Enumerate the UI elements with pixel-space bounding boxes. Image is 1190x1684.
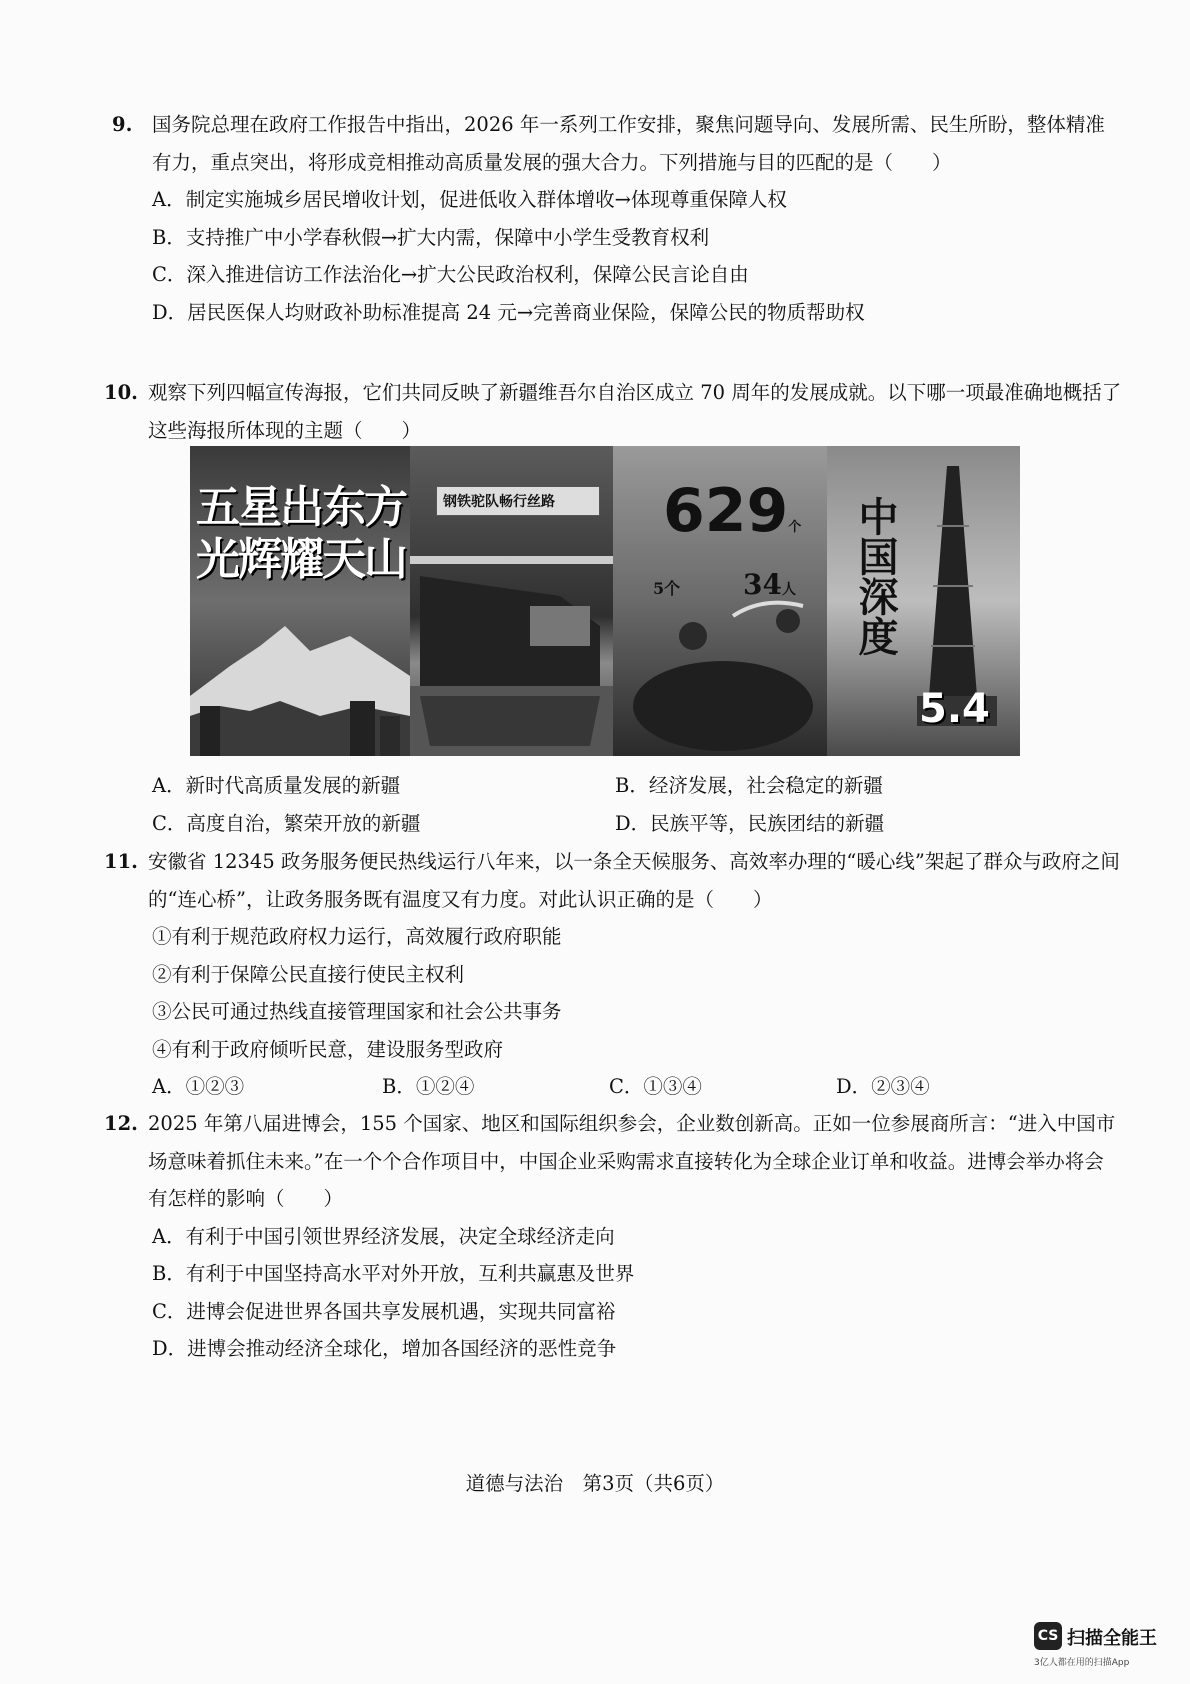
question-11 <box>104 843 1122 1106</box>
poster-five-stars <box>190 446 410 756</box>
option-a: A．新时代高质量发展的新疆 <box>152 774 401 797</box>
option-a: A．制定实施城乡居民增收计划，促进低收入群体增收→体现尊重保障人权 <box>152 188 787 211</box>
option-d: D．居民医保人均财政补助标准提高 24 元→完善商业保险，保障公民的物质帮助权 <box>152 300 865 324</box>
camscanner-logo-icon: CS <box>1034 1622 1062 1650</box>
poster-train <box>410 446 613 756</box>
question-stem: 安徽省 12345 政务服务便民热线运行八年来，以一条全天候服务、高效率办理的“暖心线”架起了群众与政府之间的“连心桥”，让政务服务既有温度又有力度。对此认识正确的是（ ） <box>148 850 1120 911</box>
scanner-watermark <box>1034 1622 1174 1672</box>
option-b: B．经济发展，社会稳定的新疆 <box>615 774 883 797</box>
option-a: A．有利于中国引领世界经济发展，决定全球经济走向 <box>152 1224 615 1248</box>
watermark-name: 扫描全能王 <box>1067 1628 1157 1649</box>
statement-3: ③公民可通过热线直接管理国家和社会公共事务 <box>152 1000 562 1023</box>
question-number: 11. <box>104 850 138 873</box>
question-10-options <box>112 767 1122 842</box>
poster-title-line-2: 光辉耀天山 <box>196 534 406 585</box>
poster-china-depth <box>827 446 1020 756</box>
mountain-image <box>190 606 410 756</box>
page-footer: 道德与法治 第3页（共6页） <box>465 1472 725 1495</box>
option-a: A．①②③ <box>152 1075 245 1098</box>
poster-629 <box>613 446 827 756</box>
question-9 <box>112 106 1122 331</box>
option-c: C．深入推进信访工作法治化→扩大公民政治权利，保障公民言论自由 <box>152 263 749 286</box>
question-number: 10. <box>104 381 138 404</box>
train-image <box>410 536 613 756</box>
option-c: C．①③④ <box>609 1075 702 1098</box>
option-b: B．支持推广中小学春秋假→扩大内需，保障中小学生受教育权利 <box>152 225 710 249</box>
poster-title-line-1: 五星出东方 <box>196 482 406 533</box>
watermark-subtitle: 3亿人都在用的扫描App <box>1034 1658 1130 1668</box>
question-stem: 国务院总理在政府工作报告中指出，2026 年一系列工作安排，聚焦问题导向、发展所需、民生所盼，整体精准有力，重点突出，将形成竞相推动高质量发展的强大合力。下列措施与目的匹配的是（ ） <box>152 113 1105 174</box>
poster-five: 5个 <box>653 579 681 598</box>
statement-4: ④有利于政府倾听民意，建设服务型政府 <box>152 1037 504 1061</box>
poster-strip <box>190 446 1020 756</box>
option-b: B．有利于中国坚持高水平对外开放，互利共赢惠及世界 <box>152 1262 635 1285</box>
question-12 <box>104 1105 1122 1368</box>
option-d: D．民族平等，民族团结的新疆 <box>615 811 885 835</box>
poster-banner: 钢铁驼队畅行丝路 <box>436 486 600 516</box>
poster-vertical-title: 中国深度 <box>852 496 899 656</box>
poster-34: 34人 <box>743 568 796 601</box>
option-b: B．①②④ <box>382 1075 475 1098</box>
option-d: D．②③④ <box>836 1075 930 1098</box>
question-number: 12. <box>104 1112 138 1135</box>
option-c: C．进博会促进世界各国共享发展机遇，实现共同富裕 <box>152 1299 616 1323</box>
horse-rider-image <box>613 596 827 756</box>
question-number: 9. <box>112 113 133 136</box>
question-10 <box>104 374 1122 449</box>
statement-1: ①有利于规范政府权力运行，高效履行政府职能 <box>152 925 562 948</box>
poster-big-number: 629个 <box>663 476 802 546</box>
option-c: C．高度自治，繁荣开放的新疆 <box>152 811 421 835</box>
question-stem: 2025 年第八届进博会，155 个国家、地区和国际组织参会，企业数创新高。正如一位参展商所言：“进入中国市场意味着抓住未来。”在一个个合作项目中，中国企业采购需求直接转化为全球企业订单和收益。进博会举办将会有怎样的影响（ ） <box>148 1112 1116 1210</box>
option-d: D．进博会推动经济全球化，增加各国经济的恶性竞争 <box>152 1337 617 1360</box>
poster-depth-number: 5.4 <box>919 686 990 732</box>
question-stem: 观察下列四幅宣传海报，它们共同反映了新疆维吾尔自治区成立 70 周年的发展成就。以下哪一项最准确地概括了这些海报所体现的主题（ ） <box>148 381 1122 442</box>
statement-2: ②有利于保障公民直接行使民主权利 <box>152 962 465 986</box>
